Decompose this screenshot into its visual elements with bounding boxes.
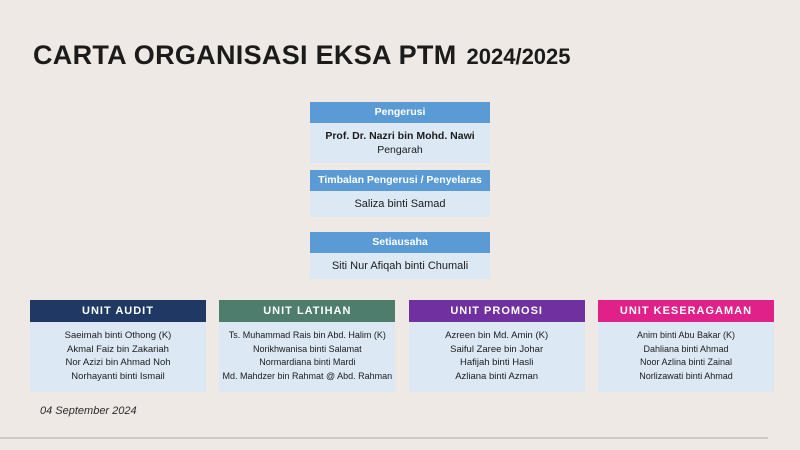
title-main-text: CARTA ORGANISASI EKSA PTM xyxy=(33,40,457,70)
unit-keseragaman-member: Dahliana binti Ahmad xyxy=(643,343,729,354)
unit-keseragaman-member: Noor Azlina binti Zainal xyxy=(639,357,733,367)
unit-latihan-member: Ts. Muhammad Rais bin Abd. Halim (K) xyxy=(228,330,386,340)
unit-audit-member: Norhayanti binti Ismail xyxy=(71,370,165,382)
unit-audit-members xyxy=(30,322,206,392)
unit-keseragaman-members xyxy=(598,322,774,392)
unit-latihan-member: Md. Mahdzer bin Rahmat @ Abd. Rahman xyxy=(222,370,393,381)
unit-latihan-members xyxy=(219,322,395,392)
node-setiausaha-body xyxy=(310,253,490,279)
unit-latihan xyxy=(219,300,395,392)
unit-keseragaman-member: Norlizawati binti Ahmad xyxy=(639,370,733,381)
unit-promosi-header: UNIT PROMOSI xyxy=(409,300,585,322)
node-setiausaha-header: Setiausaha xyxy=(310,232,490,253)
unit-promosi-member: Hafijah binti Hasli xyxy=(459,357,534,368)
unit-latihan-member: Norikhwanisa binti Salamat xyxy=(253,343,362,354)
node-pengerusi-subtitle: Pengarah xyxy=(377,144,423,156)
units-row xyxy=(30,300,774,392)
unit-keseragaman xyxy=(598,300,774,392)
node-timbalan-name: Saliza binti Samad xyxy=(354,198,446,210)
unit-audit-member: Akmal Faiz bin Zakariah xyxy=(67,343,169,355)
node-pengerusi xyxy=(310,102,490,163)
unit-audit xyxy=(30,300,206,392)
node-timbalan-body xyxy=(310,191,490,217)
unit-latihan-member: Normardiana binti Mardi xyxy=(259,357,356,367)
unit-promosi-member: Saiful Zaree bin Johar xyxy=(450,343,544,355)
page-title xyxy=(33,40,571,71)
title-years-text: 2024/2025 xyxy=(466,44,571,69)
unit-promosi-member: Azreen bin Md. Amin (K) xyxy=(445,330,549,341)
node-pengerusi-header: Pengerusi xyxy=(310,102,490,123)
unit-promosi-members xyxy=(409,322,585,392)
node-setiausaha-name: Siti Nur Afiqah binti Chumali xyxy=(331,260,469,272)
node-pengerusi-body xyxy=(310,123,490,163)
node-timbalan-header: Timbalan Pengerusi / Penyelaras xyxy=(310,170,490,191)
unit-audit-member: Nor Azizi bin Ahmad Noh xyxy=(65,357,171,368)
unit-latihan-header: UNIT LATIHAN xyxy=(219,300,395,322)
unit-promosi xyxy=(409,300,585,392)
unit-promosi-member: Azliana binti Azman xyxy=(455,370,539,382)
node-pengerusi-name: Prof. Dr. Nazri bin Mohd. Nawi xyxy=(325,130,475,142)
date-label: 04 September 2024 xyxy=(40,405,137,417)
node-setiausaha xyxy=(310,232,490,279)
node-timbalan-pengerusi xyxy=(310,170,490,217)
unit-keseragaman-member: Anim binti Abu Bakar (K) xyxy=(636,330,735,340)
unit-audit-header: UNIT AUDIT xyxy=(30,300,206,322)
unit-keseragaman-header: UNIT KESERAGAMAN xyxy=(598,300,774,322)
footer-divider xyxy=(0,437,768,439)
unit-audit-member: Saeimah binti Othong (K) xyxy=(64,330,172,341)
